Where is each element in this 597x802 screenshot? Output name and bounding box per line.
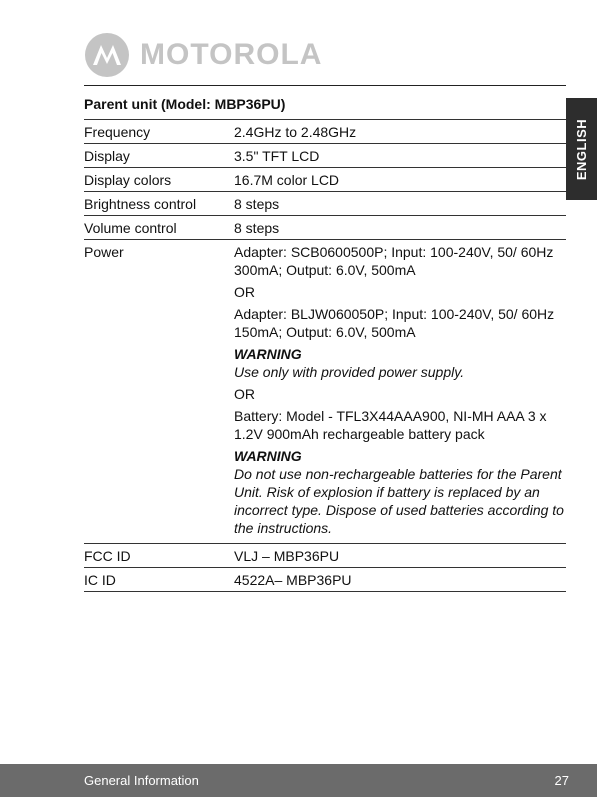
- spec-row-frequency: [84, 119, 566, 143]
- spec-label: Frequency: [84, 124, 151, 140]
- motorola-batwing-icon: [84, 32, 130, 78]
- spec-table: [84, 119, 566, 592]
- spec-row-ic-id: [84, 567, 566, 592]
- spec-row-fcc-id: [84, 543, 566, 567]
- spec-label: Brightness control: [84, 196, 197, 212]
- spec-row-volume: [84, 215, 566, 239]
- spec-value: 3.5" TFT LCD: [234, 148, 320, 164]
- spec-value: VLJ – MBP36PU: [234, 548, 340, 564]
- battery-text: Battery: Model - TFL3X44AAA900, NI-MH AAA 3 x 1.2V 900mAh rechargeable battery pack: [234, 408, 547, 442]
- spec-label: Power: [84, 244, 124, 260]
- spec-row-display: [84, 143, 566, 167]
- spec-label: Display colors: [84, 172, 172, 188]
- language-tab-label: ENGLISH: [574, 118, 590, 180]
- spec-value: 2.4GHz to 2.48GHz: [234, 124, 357, 140]
- spec-label: Volume control: [84, 220, 177, 236]
- power-details: [234, 240, 566, 543]
- spec-row-brightness: [84, 191, 566, 215]
- motorola-logo: [84, 30, 322, 80]
- adapter-1-text: Adapter: SCB0600500P; Input: 100-240V, 50/ 60Hz 300mA; Output: 6.0V, 500mA: [234, 244, 554, 278]
- spec-row-power: [84, 239, 566, 543]
- adapter-2-text: Adapter: BLJW060050P; Input: 100-240V, 50/ 60Hz 150mA; Output: 6.0V, 500mA: [234, 306, 555, 340]
- footer-section-name: General Information: [84, 773, 199, 788]
- page-number: 27: [554, 773, 569, 788]
- language-tab: [566, 98, 597, 200]
- spec-label: FCC ID: [84, 548, 131, 564]
- brand-wordmark: MOTOROLA: [140, 38, 323, 71]
- warning-text: Do not use non-rechargeable batteries for the Parent Unit. Risk of explosion if battery is replaced by an incorrect type. Dispose of used batteries according to the instructions.: [234, 466, 564, 536]
- warning-title: WARNING: [234, 448, 302, 464]
- spec-value: 16.7M color LCD: [234, 172, 340, 188]
- spec-label: IC ID: [84, 572, 116, 588]
- section-title: Parent unit (Model: MBP36PU): [84, 96, 286, 112]
- spec-row-display-colors: [84, 167, 566, 191]
- header-rule: [84, 85, 566, 86]
- spec-label: Display: [84, 148, 130, 164]
- or-separator: OR: [234, 386, 255, 402]
- page-footer: [0, 764, 597, 797]
- spec-value: 8 steps: [234, 196, 280, 212]
- warning-title: WARNING: [234, 346, 302, 362]
- or-separator: OR: [234, 284, 255, 300]
- warning-text: Use only with provided power supply.: [234, 364, 465, 380]
- spec-value: 8 steps: [234, 220, 280, 236]
- spec-value: 4522A– MBP36PU: [234, 572, 352, 588]
